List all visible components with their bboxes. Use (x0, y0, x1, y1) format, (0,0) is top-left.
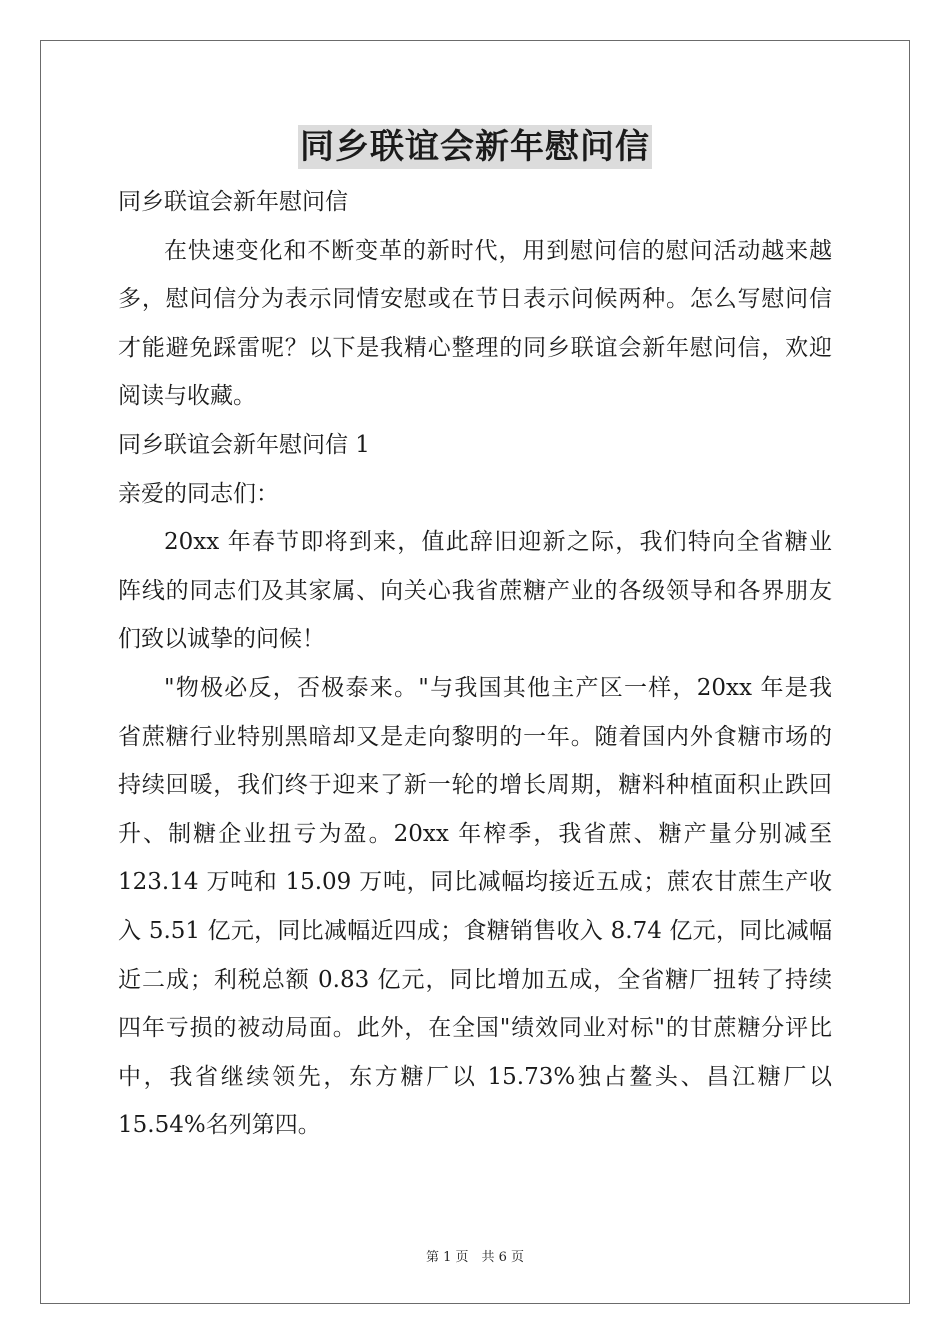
text-line: 省蔗糖行业特别黑暗却又是走向黎明的一年。随着国内外食糖市场的 (118, 723, 832, 750)
document-title: 同乡联谊会新年慰问信 (300, 127, 650, 167)
text-line: 多，慰问信分为表示同情安慰或在节日表示问候两种。怎么写慰问信 (118, 286, 832, 313)
text-line: 中，我省继续领先，东方糖厂以 15.73%独占鳌头、昌江糖厂以 (118, 1063, 832, 1090)
text-line: 同乡联谊会新年慰问信 1 (118, 431, 370, 458)
document-body (118, 178, 832, 1150)
title-wrapper (0, 125, 950, 169)
text-line: 同乡联谊会新年慰问信 (118, 189, 348, 215)
text-line: "物极必反，否极泰来。"与我国其他主产区一样，20xx 年是我 (164, 674, 832, 701)
text-line: 四年亏损的被动局面。此外，在全国"绩效同业对标"的甘蔗糖分评比 (118, 1015, 832, 1042)
page-number: 第 1 页 共 6 页 (425, 1250, 525, 1265)
text-line: 阅读与收藏。 (118, 383, 256, 410)
text-line: 123.14 万吨和 15.09 万吨，同比减幅均接近五成；蔗农甘蔗生产收 (118, 869, 832, 896)
text-line: 们致以诚挚的问候！ (118, 626, 325, 653)
text-line: 升、制糖企业扭亏为盈。20xx 年榨季，我省蔗、糖产量分别减至 (118, 820, 832, 847)
text-line: 在快速变化和不断变革的新时代，用到慰问信的慰问活动越来越 (164, 237, 832, 264)
text-line: 15.54%名列第四。 (118, 1112, 321, 1139)
text-line: 20xx 年春节即将到来，值此辞旧迎新之际，我们特向全省糖业 (164, 529, 832, 556)
text-line: 近二成；利税总额 0.83 亿元，同比增加五成，全省糖厂扭转了持续 (118, 966, 832, 993)
text-line: 亲爱的同志们： (118, 480, 279, 507)
text-line: 才能避免踩雷呢？以下是我精心整理的同乡联谊会新年慰问信，欢迎 (118, 334, 832, 361)
text-line: 入 5.51 亿元，同比减幅近四成；食糖销售收入 8.74 亿元，同比减幅 (118, 917, 832, 944)
text-line: 持续回暖，我们终于迎来了新一轮的增长周期，糖料种植面积止跌回 (118, 772, 832, 799)
text-line: 阵线的同志们及其家属、向关心我省蔗糖产业的各级领导和各界朋友 (118, 577, 832, 604)
